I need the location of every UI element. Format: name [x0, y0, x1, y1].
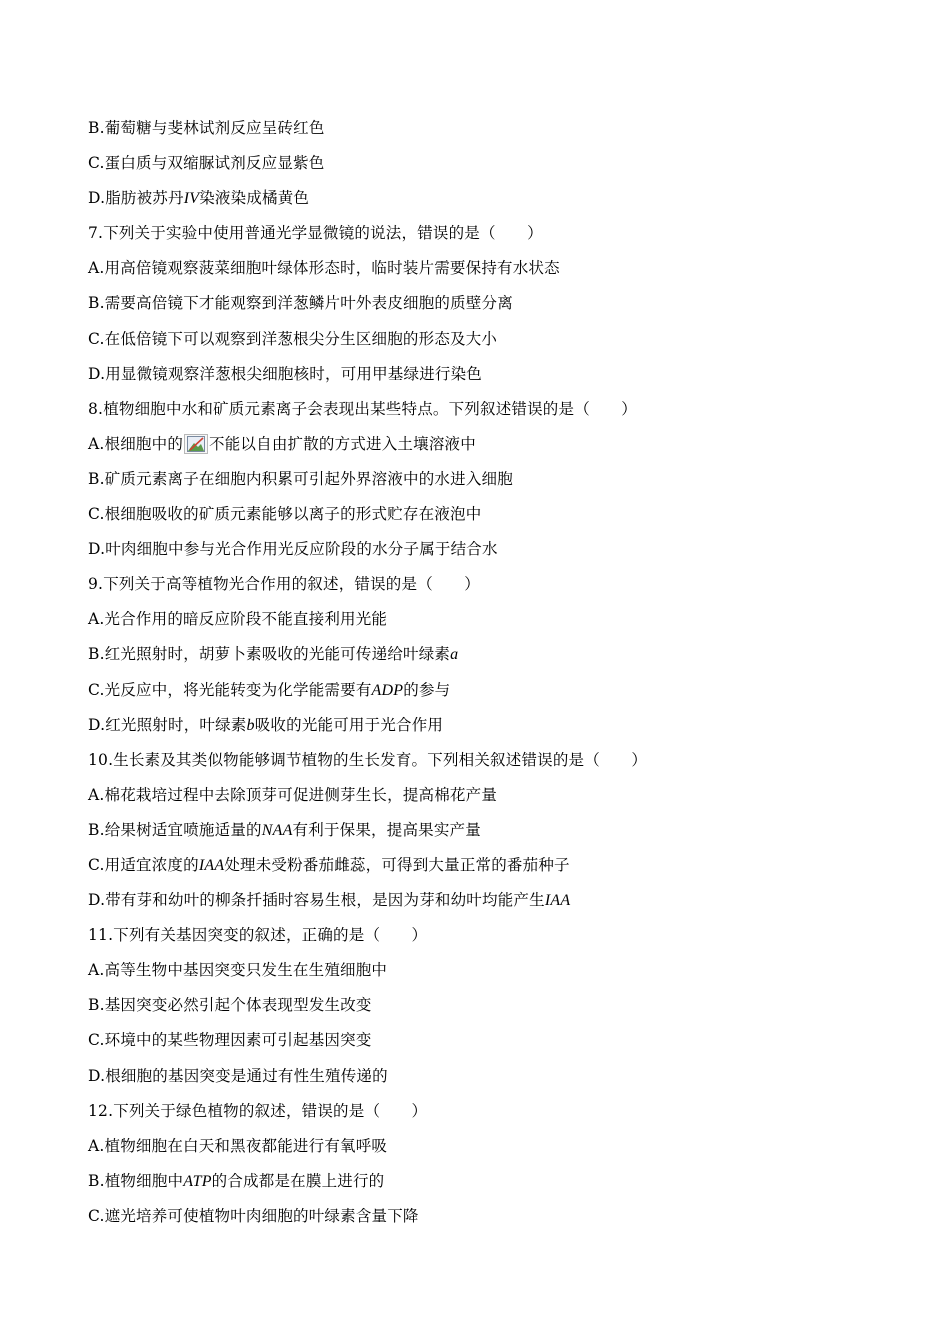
text-segment: A.光合作用的暗反应阶段不能直接利用光能 — [88, 610, 388, 629]
text-segment: A.高等生物中基因突变只发生在生殖细胞中 — [88, 961, 388, 980]
text-segment: B.基因突变必然引起个体表现型发生改变 — [88, 996, 372, 1015]
italic-term: ADP — [371, 681, 404, 699]
q10-opt-d — [88, 887, 888, 922]
italic-term: IAA — [544, 892, 571, 910]
text-segment: 9.下列关于高等植物光合作用的叙述，错误的是（ ） — [88, 575, 480, 594]
q9-opt-b — [88, 641, 888, 676]
text-segment: B.矿质元素离子在细胞内积累可引起外界溶液中的水进入细胞 — [88, 469, 513, 488]
q12-opt-c — [88, 1203, 888, 1238]
q9-stem — [88, 571, 888, 606]
q11-opt-c — [88, 1027, 888, 1062]
text-segment: C.遮光培养可使植物叶肉细胞的叶绿素含量下降 — [88, 1206, 419, 1225]
text-segment: 10.生长素及其类似物能够调节植物的生长发育。下列相关叙述错误的是（ ） — [88, 750, 648, 769]
text-segment: D.带有芽和幼叶的柳条扦插时容易生根，是因为芽和幼叶均能产生 — [88, 891, 545, 910]
q6-opt-d — [88, 185, 888, 220]
q12-stem — [88, 1098, 888, 1133]
text-segment: 吸收的光能可用于光合作用 — [254, 715, 444, 734]
text-segment: 的合成都是在膜上进行的 — [211, 1171, 385, 1190]
q8-opt-b — [88, 466, 888, 501]
text-segment: 不能以自由扩散的方式进入土壤溶液中 — [209, 434, 476, 453]
text-segment: 染液染成橘黄色 — [199, 189, 310, 208]
q8-opt-c — [88, 501, 888, 536]
text-segment: D.用显微镜观察洋葱根尖细胞核时，可用甲基绿进行染色 — [88, 364, 483, 383]
q8-opt-a — [88, 431, 888, 466]
q11-opt-d — [88, 1063, 888, 1098]
q7-opt-d — [88, 361, 888, 396]
q7-opt-a — [88, 255, 888, 290]
q10-opt-b — [88, 817, 888, 852]
q9-opt-c — [88, 677, 888, 712]
q12-opt-b — [88, 1168, 888, 1203]
text-segment: D.红光照射时，叶绿素 — [88, 715, 247, 734]
q7-stem — [88, 220, 888, 255]
text-segment: C.根细胞吸收的矿质元素能够以离子的形式贮存在液泡中 — [88, 505, 482, 524]
text-segment: C.用适宜浓度的 — [88, 855, 199, 874]
italic-term: IAA — [198, 856, 225, 874]
text-segment: 7.下列关于实验中使用普通光学显微镜的说法，错误的是（ ） — [88, 224, 543, 243]
text-segment: C.环境中的某些物理因素可引起基因突变 — [88, 1031, 372, 1050]
q7-opt-b — [88, 290, 888, 325]
text-segment: B.葡萄糖与斐林试剂反应呈砖红色 — [88, 119, 325, 137]
text-segment: A.植物细胞在白天和黑夜都能进行有氧呼吸 — [88, 1136, 388, 1155]
q10-opt-c — [88, 852, 888, 887]
q6-opt-c — [88, 150, 888, 185]
text-segment: 处理未受粉番茄雌蕊，可得到大量正常的番茄种子 — [224, 855, 570, 874]
q9-opt-d — [88, 712, 888, 747]
q11-stem — [88, 922, 888, 957]
text-segment: 11.下列有关基因突变的叙述，正确的是（ ） — [88, 926, 428, 945]
text-segment: D.脂肪被苏丹 — [88, 189, 184, 208]
broken-image-icon — [184, 434, 208, 454]
italic-term: NAA — [261, 821, 293, 839]
text-segment: B.需要高倍镜下才能观察到洋葱鳞片叶外表皮细胞的质壁分离 — [88, 294, 513, 313]
text-segment: C.在低倍镜下可以观察到洋葱根尖分生区细胞的形态及大小 — [88, 329, 498, 348]
text-segment: A.棉花栽培过程中去除顶芽可促进侧芽生长，提高棉花产量 — [88, 785, 498, 804]
text-segment: C.光反应中，将光能转变为化学能需要有 — [88, 680, 372, 699]
text-segment: D.叶肉细胞中参与光合作用光反应阶段的水分子属于结合水 — [88, 540, 498, 559]
q12-opt-a — [88, 1133, 888, 1168]
question-text-block — [88, 115, 888, 1238]
text-segment: B.植物细胞中 — [88, 1171, 184, 1190]
q8-stem — [88, 396, 888, 431]
italic-term: ATP — [183, 1172, 212, 1190]
text-segment: A.用高倍镜观察菠菜细胞叶绿体形态时，临时装片需要保持有水状态 — [88, 259, 560, 278]
italic-term: b — [246, 716, 255, 734]
italic-term: IV — [183, 190, 200, 208]
text-segment: B.红光照射时，胡萝卜素吸收的光能可传递给叶绿素 — [88, 645, 451, 664]
q8-opt-d — [88, 536, 888, 571]
q7-opt-c — [88, 326, 888, 361]
q9-opt-a — [88, 606, 888, 641]
text-segment: 有利于保果，提高果实产量 — [292, 820, 481, 839]
text-segment: D.根细胞的基因突变是通过有性生殖传递的 — [88, 1066, 388, 1085]
text-segment: 12.下列关于绿色植物的叙述，错误的是（ ） — [88, 1101, 428, 1120]
q11-opt-b — [88, 992, 888, 1027]
text-segment: B.给果树适宜喷施适量的 — [88, 820, 262, 839]
q10-stem — [88, 747, 888, 782]
q10-opt-a — [88, 782, 888, 817]
text-segment: 8.植物细胞中水和矿质元素离子会表现出某些特点。下列叙述错误的是（ ） — [88, 399, 637, 418]
text-segment: C.蛋白质与双缩脲试剂反应显紫色 — [88, 154, 325, 173]
italic-term: a — [450, 646, 459, 664]
q11-opt-a — [88, 957, 888, 992]
text-segment: A.根细胞中的 — [88, 434, 184, 453]
q6-opt-b — [88, 115, 888, 150]
text-segment: 的参与 — [403, 680, 451, 699]
